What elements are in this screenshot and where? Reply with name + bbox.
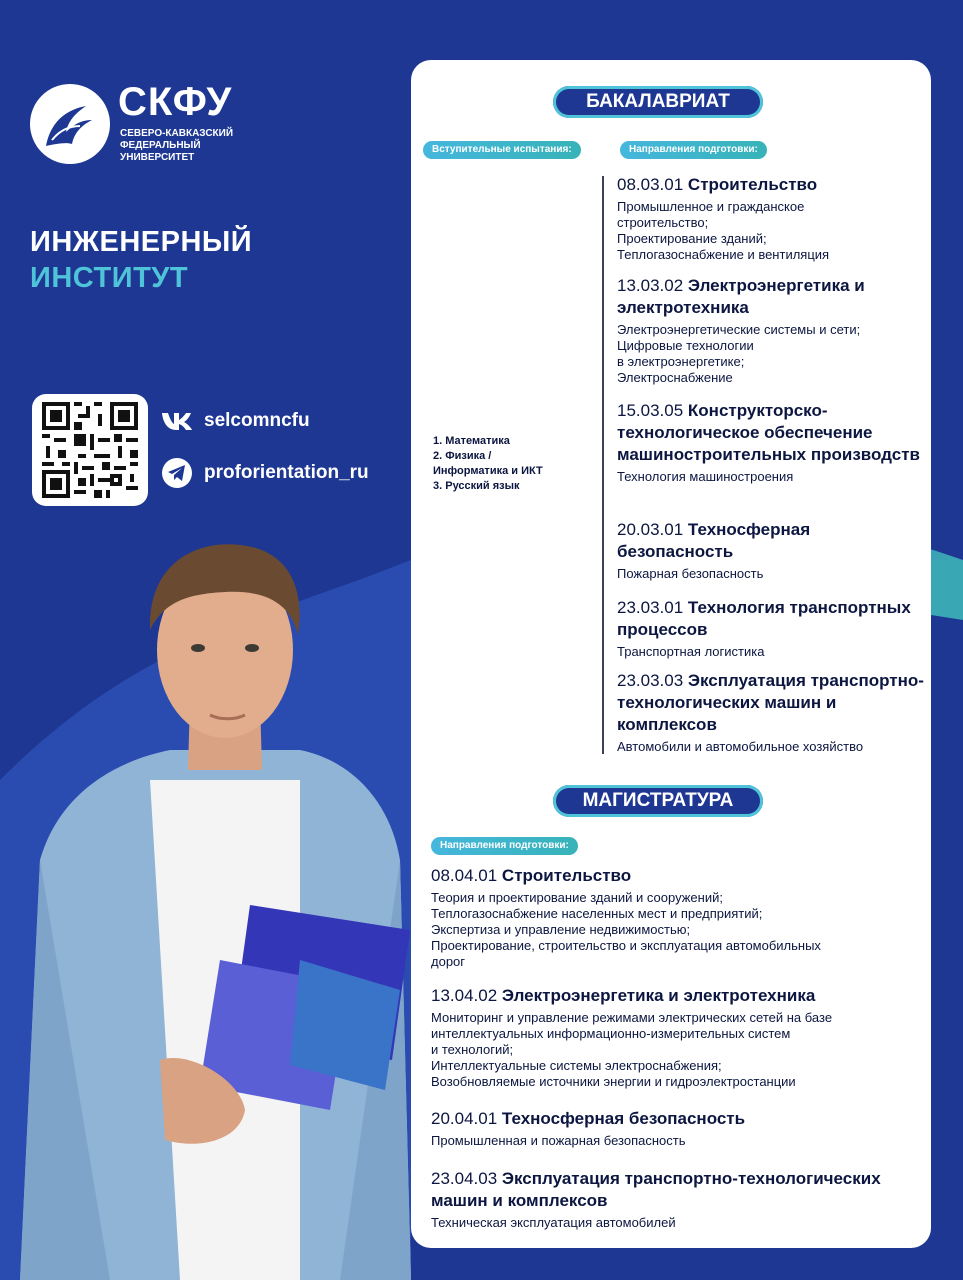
program-title: 20.03.01 Техносферная безопасность [617, 520, 811, 561]
program-title: 15.03.05 Конструкторско-технологическое обеспечение машиностроительных производств [617, 401, 920, 464]
vk-icon [160, 404, 194, 438]
program-profiles: Технология машиностроения [617, 469, 794, 484]
exam-item: 2. Физика / [433, 450, 492, 462]
bachelor-heading: БАКАЛАВРИАТ [553, 86, 763, 118]
exam-item: Информатика и ИКТ [433, 465, 543, 477]
program-item [431, 1168, 921, 1231]
program-item [617, 597, 927, 660]
program-item [617, 174, 927, 263]
program-profiles: Техническая эксплуатация автомобилей [431, 1215, 676, 1230]
institute-name-line2: ИНСТИТУТ [30, 262, 189, 294]
program-profiles: Теория и проектирование зданий и сооружений; Теплогазоснабжение населенных мест и предприятий; Экспертиза и управление недвижимостью; Проектирование, строительство и эксплуатация автомобильных дорог [431, 890, 821, 969]
program-profiles: Электроэнергетические системы и сети; Цифровые технологии в электроэнергетике; Электроснабжение [617, 322, 861, 385]
program-title: 23.04.03 Эксплуатация транспортно-технологических машин и комплексов [431, 1169, 881, 1210]
program-item [617, 275, 927, 386]
exams-tag: Вступительные испытания: [423, 141, 581, 159]
master-heading: МАГИСТРАТУРА [553, 785, 763, 817]
program-item [431, 1108, 921, 1149]
program-title: 08.03.01 Строительство [617, 175, 818, 194]
program-profiles: Мониторинг и управление режимами электрических сетей на базе интеллектуальных информационно-измерительных систем и технологий; Интеллектуальные системы электроснабжения; Возобновляемые источники энергии и гидроэлектростанции [431, 1010, 833, 1089]
exam-item: 1. Математика [433, 435, 510, 447]
logo-title: СКФУ [118, 80, 233, 124]
logo-subtitle: СЕВЕРО-КАВКАЗСКИЙ ФЕДЕРАЛЬНЫЙ УНИВЕРСИТЕТ [120, 128, 234, 163]
telegram-icon [160, 456, 194, 490]
program-title: 20.04.01 Техносферная безопасность [431, 1109, 746, 1128]
university-logo [30, 80, 270, 164]
qr-code[interactable] [32, 394, 148, 506]
social-vk[interactable] [160, 404, 310, 438]
program-profiles: Промышленная и пожарная безопасность [431, 1133, 686, 1148]
program-profiles: Промышленное и гражданское строительство; Проектирование зданий; Теплогазоснабжение и вентиляция [617, 199, 830, 262]
program-item [617, 670, 927, 755]
program-title: 08.04.01 Строительство [431, 866, 632, 885]
social-telegram[interactable] [160, 456, 369, 490]
vk-handle: selcomncfu [204, 410, 310, 431]
bachelor-directions-tag: Направления подготовки: [620, 141, 767, 159]
program-item [617, 519, 927, 582]
program-title: 23.03.01 Технология транспортных процессов [617, 598, 911, 639]
program-profiles: Транспортная логистика [617, 644, 765, 659]
wing-emblem-icon [30, 84, 110, 164]
program-profiles: Пожарная безопасность [617, 566, 764, 581]
program-item [431, 985, 921, 1090]
institute-name-line1: ИНЖЕНЕРНЫЙ [30, 226, 253, 258]
program-title: 13.04.02 Электроэнергетика и электротехника [431, 986, 816, 1005]
divider-line [602, 176, 604, 754]
exam-item: 3. Русский язык [433, 480, 520, 492]
program-title: 23.03.03 Эксплуатация транспортно-технологических машин и комплексов [617, 671, 924, 734]
telegram-handle: proforientation_ru [204, 462, 369, 483]
program-item [431, 865, 921, 970]
master-directions-tag: Направления подготовки: [431, 837, 578, 855]
student-illustration [0, 540, 411, 1280]
program-title: 13.03.02 Электроэнергетика и электротехника [617, 276, 865, 317]
program-profiles: Автомобили и автомобильное хозяйство [617, 739, 864, 754]
program-item [617, 400, 927, 485]
entrance-exams-list [433, 434, 543, 494]
